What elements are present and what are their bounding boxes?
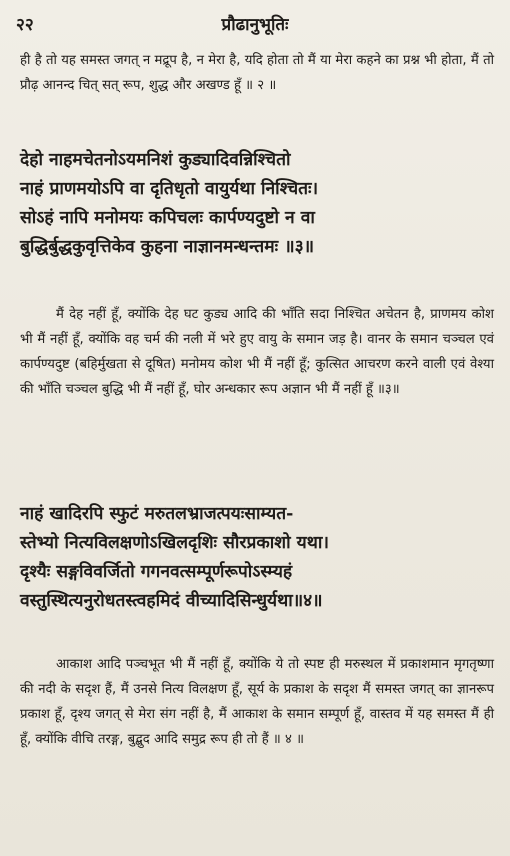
verse-line: नाहं खादिरपि स्फुटं मरुतलभ्राजत्पयःसाम्यत- [20,504,294,524]
commentary-paragraph: ही है तो यह समस्त जगत् न मद्रूप है, न मेरा है, यदि होता तो मैं या मेरा कहने का प्रश्न भी होता, मैं तो प्रौढ़ आनन्द चित् सत् रूप, शुद्ध और अखण्ड हूँ ॥ २ ॥ [20,53,494,93]
page-number: २२ [16,15,34,35]
verse-line: देहो नाहमचेतनोऽयमनिशं कुड्यादिवन्निश्चितो [20,150,291,170]
sanskrit-verse [20,500,494,616]
verse-line: स्तेभ्यो नित्यविलक्षणोऽखिलदृशिः सौरप्रकाशो यथा। [20,533,329,553]
verse-line: नाहं प्राणमयोऽपि वा दृतिधृतो वायुर्यथा निश्चितः। [20,179,319,199]
verse-line: वस्तुस्थित्यनुरोधतस्त्वहमिदं वीच्यादिसिन्धुर्यथा॥४॥ [20,591,323,611]
commentary-block-2 [20,48,494,98]
verse-block-3 [20,146,494,262]
commentary-paragraph: मैं देह नहीं हूँ, क्योंकि देह घट कुड्य आदि की भाँति सदा निश्चित अचेतन है, प्राणमय कोश भी मैं नहीं हूँ, क्योंकि वह चर्म की नली में भरे हुए वायु के समान जड़ है। वानर के समान चञ्चल एवं कार्पण्यदुष्ट (बहिर्मुखता से दूषित) मनोमय कोश भी मैं नहीं हूँ; कुत्सित आचरण करने वाली एवं वेश्या की भाँति चञ्चल बुद्धि भी मैं नहीं हूँ, घोर अन्धकार रूप अज्ञान भी मैं नहीं हूँ ॥३॥ [20,307,494,397]
commentary-block-4 [20,652,494,752]
commentary-block-3 [20,302,494,402]
verse-line: सोऽहं नापि मनोमयः कपिचलः कार्पण्यदुष्टो न वा [20,208,315,228]
verse-block-4 [20,500,494,616]
verse-line: दृश्यैः सङ्गविवर्जितो गगनवत्सम्पूर्णरूपोऽस्म्यहं [20,562,293,582]
verse-line: बुद्धिर्बुद्धकुवृत्तिकेव कुहना नाज्ञानमन्धन्तमः ॥३॥ [20,237,315,257]
sanskrit-verse [20,146,494,262]
commentary-paragraph: आकाश आदि पञ्चभूत भी मैं नहीं हूँ, क्योंकि ये तो स्पष्ट ही मरुस्थल में प्रकाशमान मृगतृष्णा की नदी के सदृश हैं, मैं उनसे नित्य विलक्षण हूँ, सूर्य के प्रकाश के सदृश मैं समस्त जगत् का ज्ञानरूप प्रकाश हूँ, दृश्य जगत् से मेरा संग नहीं है, मैं आकाश के समान सम्पूर्ण हूँ, वास्तव में यह समस्त मैं ही हूँ, क्योंकि वीचि तरङ्ग, बुद्बुद आदि समुद्र रूप ही तो हैं ॥ ४ ॥ [20,657,494,747]
running-title: प्रौढानुभूतिः [221,15,289,35]
page-header [14,12,496,34]
